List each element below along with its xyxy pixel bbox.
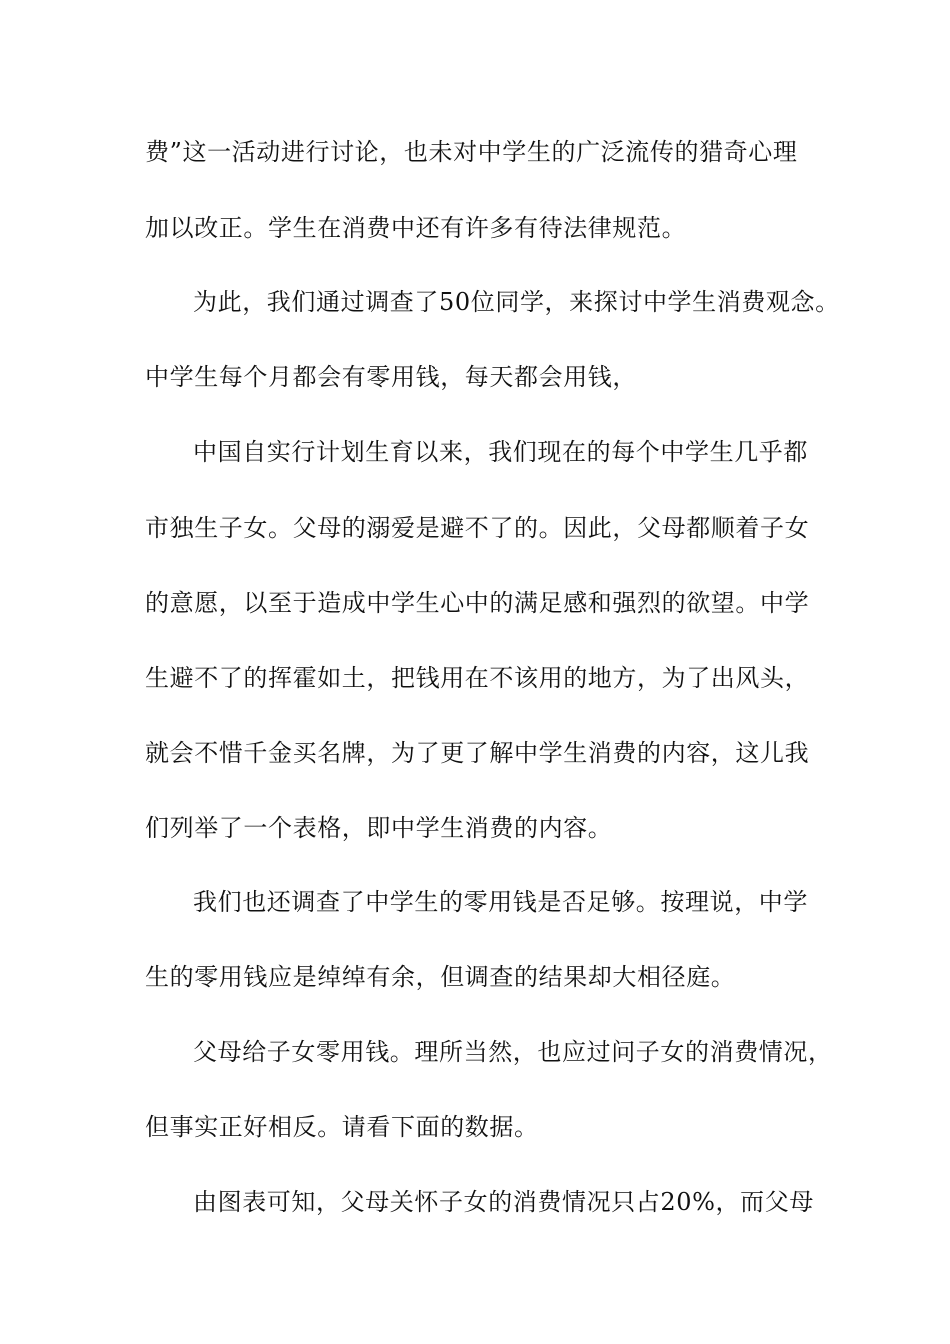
paragraph-start-line: 为此，我们通过调查了50位同学，来探讨中学生消费观念。 (193, 288, 840, 316)
text-line: 加以改正。学生在消费中还有许多有待法律规范。 (145, 214, 687, 242)
text-line: 中学生每个月都会有零用钱，每天都会用钱， (145, 363, 637, 391)
text-line: 的意愿，以至于造成中学生心中的满足感和强烈的欲望。中学 (145, 589, 810, 617)
text-line: 费”这一活动进行讨论，也未对中学生的广泛流传的猎奇心理 (145, 138, 798, 166)
text-line: 生的零用钱应是绰绰有余，但调查的结果却大相径庭。 (145, 963, 736, 991)
text-line: 市独生子女。父母的溺爱是避不了的。因此，父母都顺着子女 (145, 514, 810, 542)
text-line: 生避不了的挥霍如土，把钱用在不该用的地方，为了出风头， (145, 664, 810, 692)
paragraph-start-line: 由图表可知，父母关怀子女的消费情况只占20%，而父母 (193, 1188, 814, 1216)
text-line: 但事实正好相反。请看下面的数据。 (145, 1113, 539, 1141)
paragraph-start-line: 我们也还调查了中学生的零用钱是否足够。按理说，中学 (193, 888, 808, 916)
paragraph-start-line: 中国自实行计划生育以来，我们现在的每个中学生几乎都 (193, 438, 808, 466)
paragraph-start-line: 父母给子女零用钱。理所当然，也应过问子女的消费情况， (193, 1038, 833, 1066)
text-line: 就会不惜千金买名牌，为了更了解中学生消费的内容，这儿我 (145, 739, 810, 767)
text-line: 们列举了一个表格，即中学生消费的内容。 (145, 814, 613, 842)
